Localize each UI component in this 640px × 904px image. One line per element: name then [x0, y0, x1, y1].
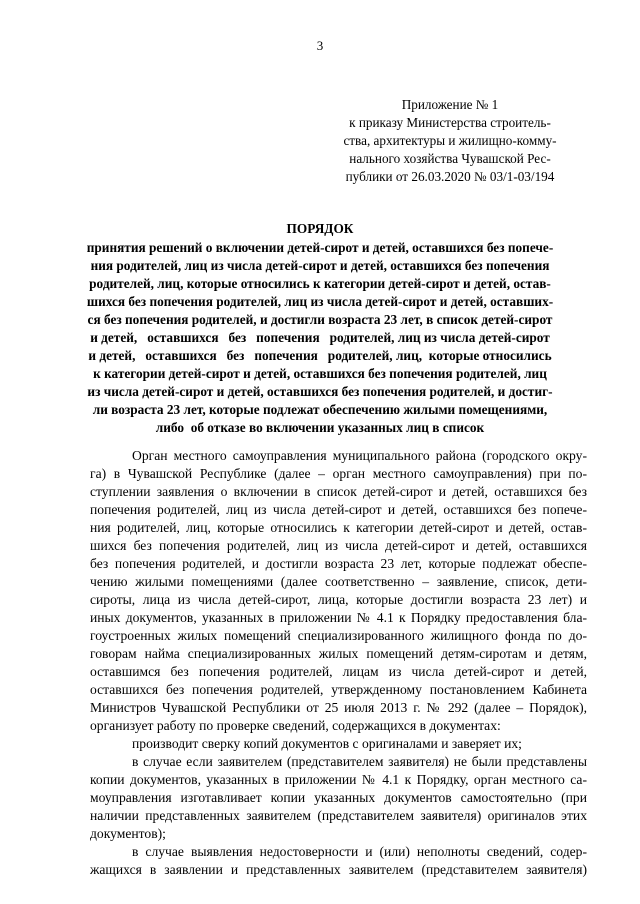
body-line: сироты, лица из числа детей-сирот, лица, которые достигли возраста 23 лет) и	[90, 592, 587, 607]
body-line: в случае если заявителем (представителем заявителя) не были представлены	[132, 754, 587, 769]
title-line: и детей, оставшихся без попечения родителей, лиц, которые относились	[88, 348, 552, 363]
title-line: ли возраста 23 лет, которые подлежат обеспечению жилыми помещениями,	[92, 402, 548, 417]
body-line: попечения родителей, лиц из числа детей-сирот и детей, оставшихся без попече-	[90, 502, 587, 517]
body-line: документов);	[90, 826, 166, 841]
body-line: ступлении заявления о включении в список детей-сирот и детей, оставшихся без	[90, 484, 587, 499]
body-line: гоустроенных жилых помещений специализированного жилищного фонда по до-	[90, 628, 587, 643]
title-line: шихся без попечения родителей, лиц из числа детей-сирот и детей, оставших-	[86, 294, 554, 309]
body-line: производит сверку копий документов с оригиналами и заверяет их;	[132, 736, 522, 751]
title-line: принятия решений о включении детей-сирот и детей, оставшихся без попече-	[86, 240, 554, 255]
body-line: организует работу по проверке сведений, содержащихся в документах:	[90, 718, 501, 733]
body-line: говорам найма специализированных жилых помещений детям-сиротам и детям,	[90, 646, 587, 661]
page-number: 3	[316, 38, 324, 53]
body-line: в случае выявления недостоверности и (или) неполноты сведений, содер-	[132, 844, 587, 859]
title-heading: ПОРЯДОК	[286, 221, 354, 236]
body-line: ния родителей, лиц, которые относились к категории детей-сирот и детей, остав-	[90, 520, 587, 535]
body-line: оставшимся без попечения родителей, лицам из числа детей-сирот и детей,	[90, 664, 587, 679]
body-line: шихся без попечения родителей, лиц из числа детей-сирот и детей, оставшихся	[90, 538, 587, 553]
appendix-line: Приложение № 1	[401, 97, 499, 112]
title-line: ния родителей, лиц из числа детей-сирот и детей, оставшихся без попечения	[90, 258, 550, 273]
title-line: либо об отказе во включении указанных лиц в список	[155, 420, 485, 435]
title-line: из числа детей-сирот и детей, оставшихся без попечения родителей, и достиг-	[87, 384, 553, 399]
title-line: ся без попечения родителей, и достигли возраста 23 лет, в список детей-сирот	[87, 312, 553, 327]
appendix-line: ства, архитектуры и жилищно-комму-	[343, 133, 557, 148]
body-line: жащихся в заявлении и представленных заявителем (представителем заявителя)	[90, 862, 587, 877]
body-line: Орган местного самоуправления муниципального района (городского окру-	[132, 448, 587, 463]
appendix-line: нального хозяйства Чувашской Рес-	[349, 151, 551, 166]
appendix-line: к приказу Министерства строитель-	[349, 115, 551, 130]
body-line: копии документов, указанных в приложении № 4.1 к Порядку, орган местного са-	[90, 772, 587, 787]
body-line: без попечения родителей, и достигли возраста 23 лет, которые подлежат обеспе-	[90, 556, 587, 571]
body-line: Министров Чувашской Республики от 25 июля 2013 г. № 292 (далее – Порядок),	[90, 700, 587, 715]
title-line: и детей, оставшихся без попечения родителей, лиц из числа детей-сирот	[90, 330, 550, 345]
body-line: оставшихся без попечения родителей, утвержденному постановлением Кабинета	[90, 682, 587, 697]
title-line: родителей, лиц, которые относились к категории детей-сирот и детей, остав-	[89, 276, 551, 291]
body-line: моуправления изготавливает копии указанных документов самостоятельно (при	[90, 790, 587, 805]
appendix-line: публики от 26.03.2020 № 03/1-03/194	[345, 169, 555, 184]
title-line: к категории детей-сирот и детей, оставшихся без попечения родителей, лиц	[93, 366, 547, 381]
body-line: га) в Чувашской Республике (далее – орган местного самоуправления) при по-	[90, 466, 587, 481]
body-line: чению жилыми помещениями (далее соответственно – заявление, список, дети-	[90, 574, 587, 589]
body-line: наличии представленных заявителем (представителем заявителя) оригиналов этих	[90, 808, 587, 823]
body-line: иных документов, указанных в приложении № 4.1 к Порядку предоставления бла-	[90, 610, 587, 625]
